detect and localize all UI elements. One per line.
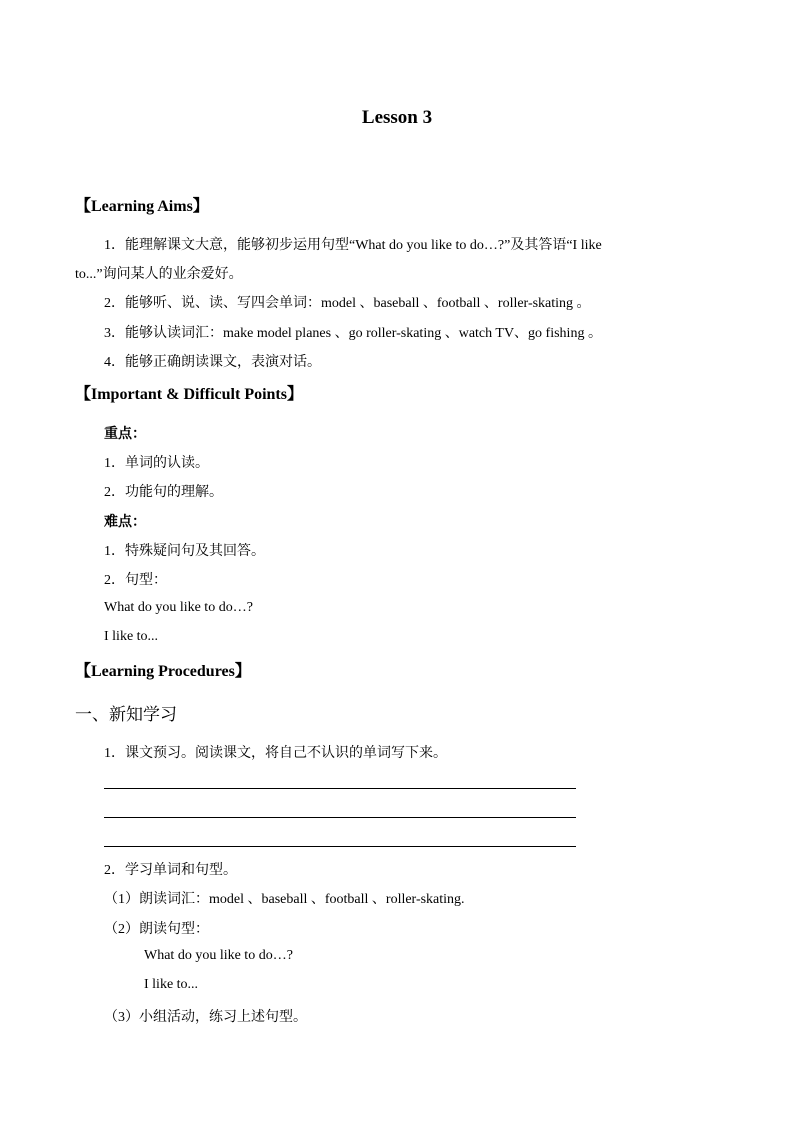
pattern-answer: I like to... <box>104 629 159 644</box>
answer-line-3 <box>104 846 576 847</box>
difficult-item-2: 2．句型： <box>104 573 167 588</box>
learning-aims-heading: 【Learning Aims】 <box>75 198 209 215</box>
pattern-question: What do you like to do…? <box>104 600 253 615</box>
important-item-2: 2．功能句的理解。 <box>104 485 223 500</box>
difficult-item-1: 1．特殊疑问句及其回答。 <box>104 544 265 559</box>
aim-1-line-1: 1．能理解课文大意，能够初步运用句型“What do you like to do…?”及其答语“I like <box>104 238 602 253</box>
page-title: Lesson 3 <box>361 107 433 128</box>
important-label: 重点： <box>104 427 146 442</box>
step-2-2: （2）朗读句型： <box>104 922 209 937</box>
step-1: 1．课文预习。阅读课文，将自己不认识的单词写下来。 <box>104 746 447 761</box>
answer-line-2 <box>104 817 576 818</box>
difficult-label: 难点： <box>104 515 146 530</box>
step-2: 2．学习单词和句型。 <box>104 863 237 878</box>
procedures-heading: 【Learning Procedures】 <box>75 663 251 680</box>
step-2-answer: I like to... <box>144 977 199 992</box>
step-2-3: （3）小组活动，练习上述句型。 <box>104 1010 307 1025</box>
step-2-1: （1）朗读词汇：model 、baseball 、football 、roller-skating. <box>104 892 465 907</box>
important-item-1: 1．单词的认读。 <box>104 456 209 471</box>
step-2-question: What do you like to do…? <box>144 948 293 963</box>
answer-line-1 <box>104 788 576 789</box>
points-heading: 【Important & Difficult Points】 <box>75 386 303 403</box>
aim-2: 2．能够听、说、读、写四会单词：model 、baseball 、football 、roller-skating 。 <box>104 296 591 311</box>
aim-1-line-2: to...”询问某人的业余爱好。 <box>75 267 243 282</box>
aim-4: 4．能够正确朗读课文，表演对话。 <box>104 355 321 370</box>
aim-3: 3．能够认读词汇：make model planes 、go roller-skating 、watch TV、go fishing 。 <box>104 326 602 341</box>
section-new-learning: 一、新知学习 <box>75 705 177 724</box>
